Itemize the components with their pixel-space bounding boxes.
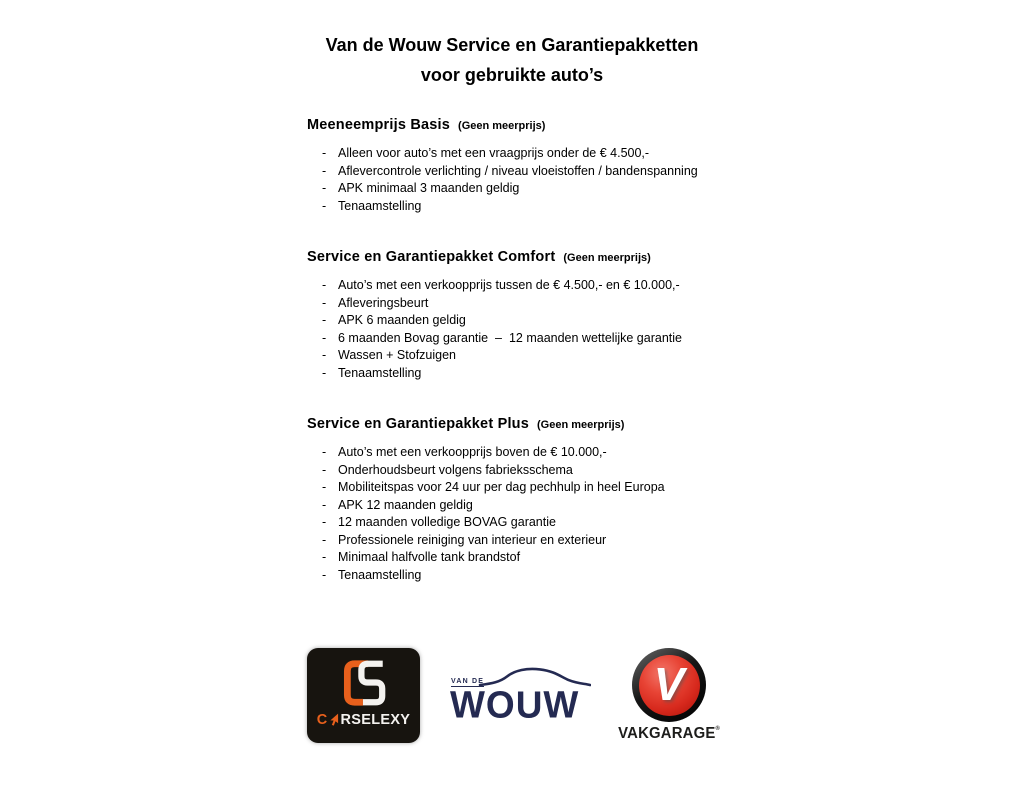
- bullet-dash: -: [322, 278, 327, 292]
- section-heading-text: Service en Garantiepakket Comfort: [307, 249, 556, 265]
- list-item-text: Minimaal halfvolle tank brandstof: [338, 550, 521, 564]
- registered-mark: ®: [715, 726, 720, 732]
- list-item-text: Aflevercontrole verlichting / niveau vloeistoffen / bandenspanning: [338, 163, 698, 178]
- list-item: [307, 532, 717, 550]
- list-item: [307, 514, 717, 532]
- list-item-text: Professionele reiniging van interieur en exterieur: [338, 532, 607, 547]
- bullet-dash: -: [322, 365, 327, 380]
- van-de-wouw-logo: [450, 667, 591, 724]
- list-item-text: Wassen + Stofzuigen: [338, 348, 457, 362]
- bullet-dash: -: [322, 330, 327, 345]
- list-item-text: 12 maanden volledige BOVAG garantie: [338, 515, 556, 529]
- list-item: [307, 365, 717, 383]
- section-heading: [307, 249, 717, 266]
- bullet-dash: -: [322, 550, 327, 564]
- vakgarage-badge-icon: [632, 648, 706, 722]
- carselexy-wordmark-rest: RSELEXY: [340, 712, 411, 728]
- document-page: [307, 30, 720, 743]
- list-item: [307, 163, 717, 181]
- bullet-dash: -: [322, 515, 327, 529]
- van-de-label: VAN DE: [451, 678, 485, 685]
- bullet-dash: -: [322, 445, 327, 459]
- bullet-dash: -: [322, 532, 327, 547]
- carselexy-letter-c: C: [316, 712, 328, 728]
- partner-logos: [307, 648, 720, 743]
- section-heading-note: (Geen meerprijs): [563, 252, 651, 264]
- bullet-list: [307, 444, 717, 584]
- list-item: [307, 198, 717, 216]
- list-item-text: 6 maanden Bovag garantie – 12 maanden wettelijke garantie: [338, 330, 682, 345]
- list-item: [307, 330, 717, 348]
- bullet-dash: -: [322, 313, 327, 327]
- section-heading: [307, 117, 717, 134]
- section-meeneemprijs-basis: [307, 117, 717, 215]
- list-item-text: Auto’s met een verkoopprijs tussen de € 4.500,- en € 10.000,-: [338, 278, 680, 292]
- list-item: [307, 497, 717, 515]
- bullet-dash: -: [322, 497, 327, 512]
- carselexy-logo: [307, 648, 420, 743]
- list-item-text: Afleveringsbeurt: [338, 295, 429, 310]
- list-item-text: Tenaamstelling: [338, 198, 422, 213]
- list-item-text: Onderhoudsbeurt volgens fabrieksschema: [338, 462, 573, 477]
- list-item: [307, 295, 717, 313]
- section-garantiepakket-comfort: [307, 249, 717, 382]
- bullet-dash: -: [322, 348, 327, 362]
- list-item-text: Tenaamstelling: [338, 365, 422, 380]
- list-item-text: APK 12 maanden geldig: [338, 497, 473, 512]
- list-item: [307, 180, 717, 198]
- section-heading: [307, 416, 717, 433]
- document-title: [307, 30, 717, 90]
- wouw-wordmark: WOUW: [450, 683, 580, 726]
- list-item-text: Auto’s met een verkoopprijs boven de € 10.000,-: [338, 445, 607, 459]
- section-garantiepakket-plus: [307, 416, 717, 584]
- bullet-dash: -: [322, 295, 327, 310]
- list-item-text: APK minimaal 3 maanden geldig: [338, 181, 520, 195]
- carselexy-wordmark: [317, 712, 411, 728]
- vakgarage-badge-inner: [639, 655, 700, 716]
- list-item: [307, 312, 717, 330]
- bullet-dash: -: [322, 480, 327, 494]
- list-item-text: APK 6 maanden geldig: [338, 313, 466, 327]
- title-line-1: Van de Wouw Service en Garantiepakketten: [325, 35, 699, 55]
- vakgarage-wordmark: [618, 725, 720, 743]
- list-item: [307, 567, 717, 585]
- vakgarage-v-letter: V: [653, 658, 685, 710]
- list-item-text: Alleen voor auto’s met een vraagprijs onder de € 4.500,-: [338, 146, 650, 160]
- title-line-2: voor gebruikte auto’s: [420, 65, 604, 85]
- list-item: [307, 444, 717, 462]
- section-heading-text: Meeneemprijs Basis: [307, 117, 451, 133]
- bullet-dash: -: [322, 163, 327, 178]
- bullet-dash: -: [322, 567, 327, 582]
- bullet-dash: -: [322, 181, 327, 195]
- list-item-text: Mobiliteitspas voor 24 uur per dag pechhulp in heel Europa: [338, 480, 665, 494]
- bullet-dash: -: [322, 146, 327, 160]
- list-item: [307, 347, 717, 365]
- cursor-icon: [328, 713, 339, 727]
- bullet-list: [307, 145, 717, 215]
- section-heading-note: (Geen meerprijs): [458, 120, 546, 132]
- list-item-text: Tenaamstelling: [338, 567, 422, 582]
- bullet-dash: -: [322, 462, 327, 477]
- vakgarage-logo: [618, 648, 720, 743]
- section-heading-note: (Geen meerprijs): [537, 419, 625, 431]
- carselexy-monogram-icon: [338, 657, 390, 709]
- list-item: [307, 145, 717, 163]
- bullet-dash: -: [322, 198, 327, 213]
- list-item: [307, 462, 717, 480]
- list-item: [307, 277, 717, 295]
- bullet-list: [307, 277, 717, 382]
- list-item: [307, 479, 717, 497]
- vakgarage-wordmark-text: VAKGARAGE: [618, 725, 716, 742]
- section-heading-text: Service en Garantiepakket Plus: [307, 416, 529, 432]
- list-item: [307, 549, 717, 567]
